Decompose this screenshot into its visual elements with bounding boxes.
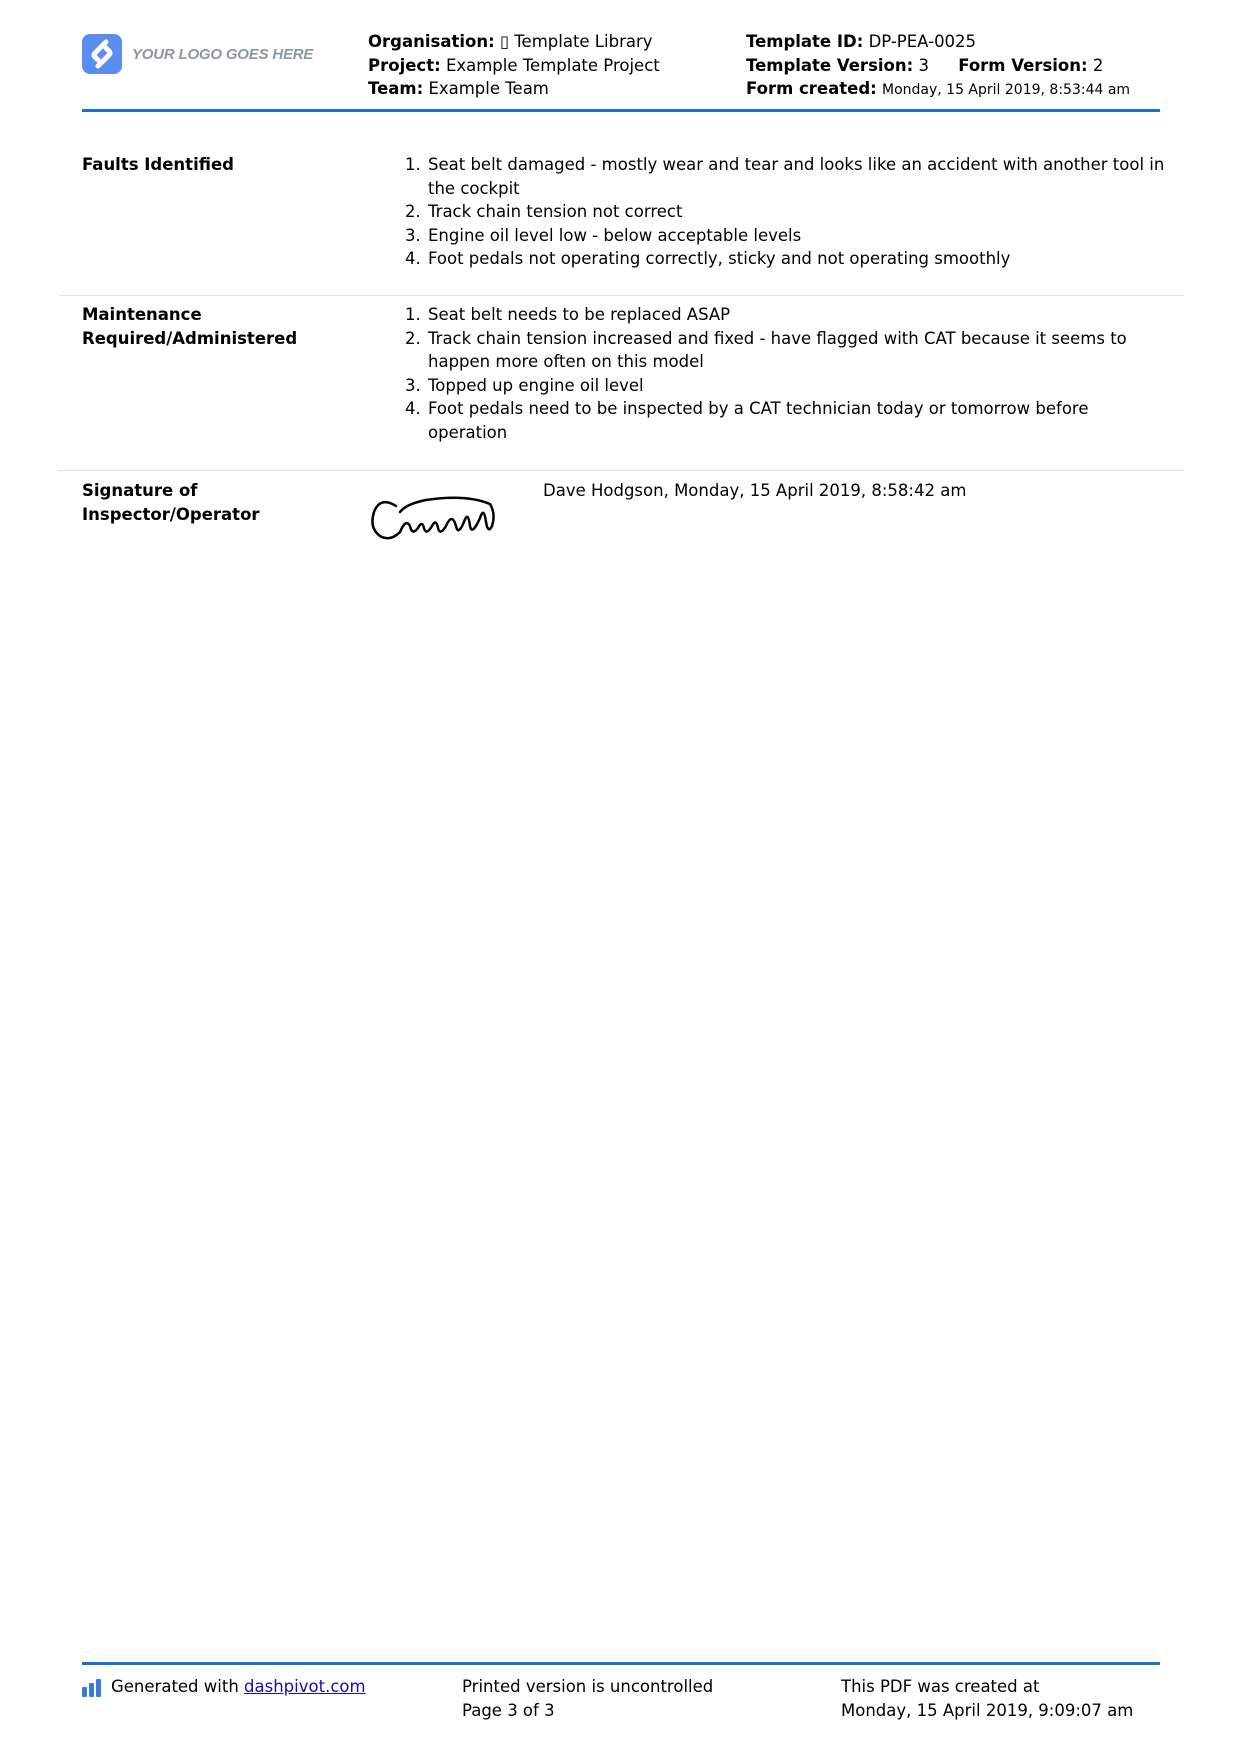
generated-prefix: Generated with (111, 1677, 239, 1696)
list-item: 3. Engine oil level low - below acceptable levels (426, 224, 1166, 248)
logo-text: YOUR LOGO GOES HERE (132, 45, 314, 63)
list-item: 3. Topped up engine oil level (426, 374, 1166, 398)
template-version-label: Template Version: (746, 55, 914, 75)
template-version-value: 3 (918, 55, 929, 75)
list-item: 1. Seat belt damaged - mostly wear and tear and looks like an accident with another tool in the cockpit (426, 153, 1166, 200)
page-header (82, 28, 1160, 110)
company-logo (82, 34, 313, 74)
faults-list (402, 153, 1166, 271)
form-version-label: Form Version: (958, 55, 1088, 75)
footer-middle (462, 1675, 713, 1722)
signature-image (366, 488, 500, 548)
form-created-label: Form created: (746, 79, 877, 98)
signature-details: Dave Hodgson, Monday, 15 April 2019, 8:58:42 am (543, 481, 967, 500)
form-version-value: 2 (1092, 55, 1104, 75)
list-item: 4. Foot pedals not operating correctly, sticky and not operating smoothly (426, 247, 1166, 271)
section-divider (58, 295, 1184, 296)
created-label: This PDF was created at (841, 1677, 1040, 1696)
organisation-value: ▯ Template Library (499, 32, 653, 51)
signature-label: Signature of Inspector/Operator (82, 481, 260, 524)
created-value: Monday, 15 April 2019, 9:09:07 am (841, 1700, 1134, 1720)
list-item: 2. Track chain tension not correct (426, 200, 1166, 224)
header-divider (82, 109, 1160, 112)
project-value: Example Template Project (445, 55, 660, 75)
project-label: Project: (368, 55, 441, 75)
page-number: Page 3 of 3 (462, 1700, 555, 1720)
team-value: Example Team (428, 79, 549, 98)
bar-chart-icon (82, 1679, 103, 1697)
list-item: 4. Foot pedals need to be inspected by a CAT technician today or tomorrow before operation (426, 397, 1166, 444)
maintenance-label: Maintenance Required/Administered (82, 305, 298, 348)
team-label: Team: (368, 79, 424, 98)
faults-label: Faults Identified (82, 155, 234, 174)
footer-right (841, 1675, 1133, 1722)
header-meta-left (368, 30, 660, 101)
organisation-label: Organisation: (368, 32, 495, 51)
template-id-value: DP-PEA-0025 (868, 32, 977, 51)
form-created-value: Monday, 15 April 2019, 8:53:44 am (882, 82, 1131, 98)
template-id-label: Template ID: (746, 32, 864, 51)
logo-icon (82, 34, 122, 74)
list-item: 1. Seat belt needs to be replaced ASAP (426, 303, 1166, 327)
maintenance-list (402, 303, 1166, 444)
list-item: 2. Track chain tension increased and fixed - have flagged with CAT because it seems to happen more often on this model (426, 327, 1166, 374)
dashpivot-link[interactable]: dashpivot.com (244, 1677, 366, 1696)
header-meta-right (746, 30, 1130, 103)
generated-with (82, 1675, 366, 1699)
section-divider (58, 470, 1184, 471)
footer-divider (82, 1662, 1160, 1665)
uncontrolled-notice: Printed version is uncontrolled (462, 1677, 714, 1696)
